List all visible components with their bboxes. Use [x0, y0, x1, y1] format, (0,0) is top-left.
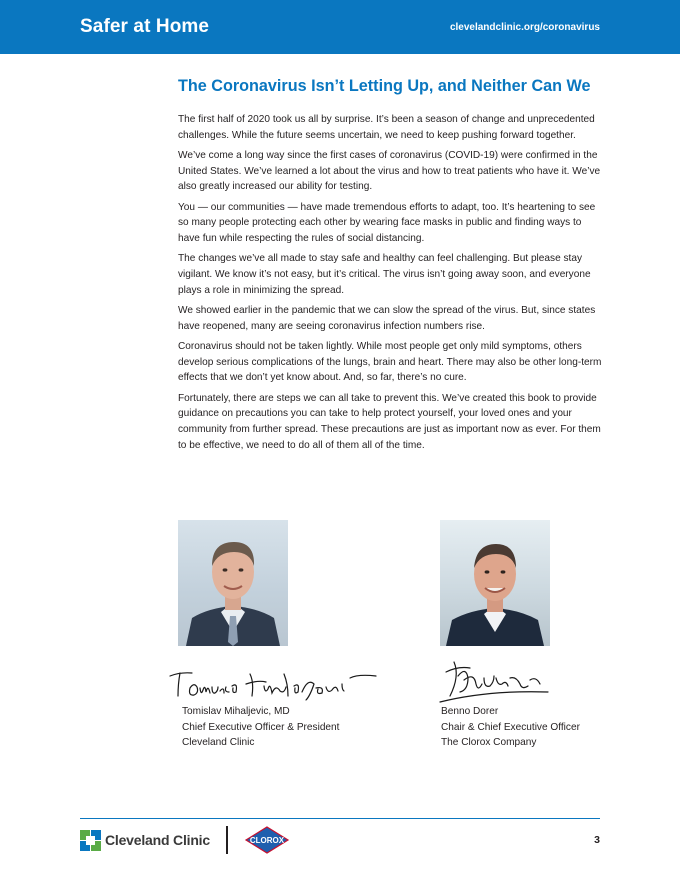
- signature-tomislav-mihaljevic: [166, 660, 386, 706]
- signatory-caption-clorox: [441, 704, 580, 751]
- paragraph: We showed earlier in the pandemic that we can slow the spread of the virus. But, since states have reopened, many are seeing coronavirus infection numbers rise.: [178, 305, 596, 332]
- paragraph: You — our communities — have made tremendous efforts to adapt, too. It’s heartening to see so many people protecting each other by wearing face masks in public and finding ways to have fun while respecting the rules of social distancing.: [178, 201, 596, 244]
- signatory-title: Chief Executive Officer & President: [182, 721, 340, 733]
- paragraph: Coronavirus should not be taken lightly. While most people get only mild symptoms, others develop serious complications of the lungs, brain and heart. There may also be other long-term effects that we don’t yet know about. And, so far, there’s no cure.: [178, 341, 602, 384]
- clorox-logo-text: CLOROX: [249, 836, 285, 845]
- paragraph: We’ve come a long way since the first cases of coronavirus (COVID-19) were confirmed in the United States. We’ve learned a lot about the virus and how to treat patients who have it. We’ve also greatly increased our ability for testing.: [178, 150, 601, 193]
- signatory-org: Cleveland Clinic: [182, 737, 255, 749]
- footer-divider: [80, 818, 600, 819]
- header-title: Safer at Home: [80, 16, 210, 37]
- header-bar: [0, 0, 680, 54]
- cleveland-clinic-logo-icon: [80, 830, 101, 851]
- clorox-logo-icon: [244, 826, 290, 854]
- paragraph: The changes we’ve all made to stay safe and healthy can feel challenging. But please stay vigilant. We know it’s not easy, but it’s critical. The virus isn’t going away soon, and everyone plays a role in minimizing the spread.: [178, 253, 591, 296]
- logo-separator: [226, 826, 228, 854]
- header-url[interactable]: clevelandclinic.org/coronavirus: [449, 22, 600, 33]
- paragraph: The first half of 2020 took us all by surprise. It’s been a season of change and unprecedented challenges. While the future seems uncertain, we need to keep pushing forward together.: [178, 114, 595, 141]
- cleveland-clinic-wordmark: Cleveland Clinic: [105, 832, 210, 848]
- signatory-caption-cleveland: [182, 704, 339, 751]
- paragraph: Fortunately, there are steps we can all take to prevent this. We’ve created this book to provide guidance on precautions you can take to help protect yourself, your loved ones and your community from further spread. These precautions are just as important now as ever. For them to be effective, we need to do all of them all of the time.: [178, 392, 601, 451]
- body-text: [178, 112, 602, 458]
- portrait-tomislav-mihaljevic: [178, 520, 288, 646]
- page-number: 3: [594, 834, 600, 846]
- signatory-org: The Clorox Company: [441, 737, 537, 749]
- signatory-name: Benno Dorer: [441, 706, 499, 717]
- signatory-name: Tomislav Mihaljevic, MD: [182, 706, 290, 717]
- portrait-benno-dorer: [440, 520, 550, 646]
- signatory-title: Chair & Chief Executive Officer: [441, 721, 580, 733]
- page-headline: The Coronavirus Isn’t Letting Up, and Neither Can We: [178, 77, 591, 95]
